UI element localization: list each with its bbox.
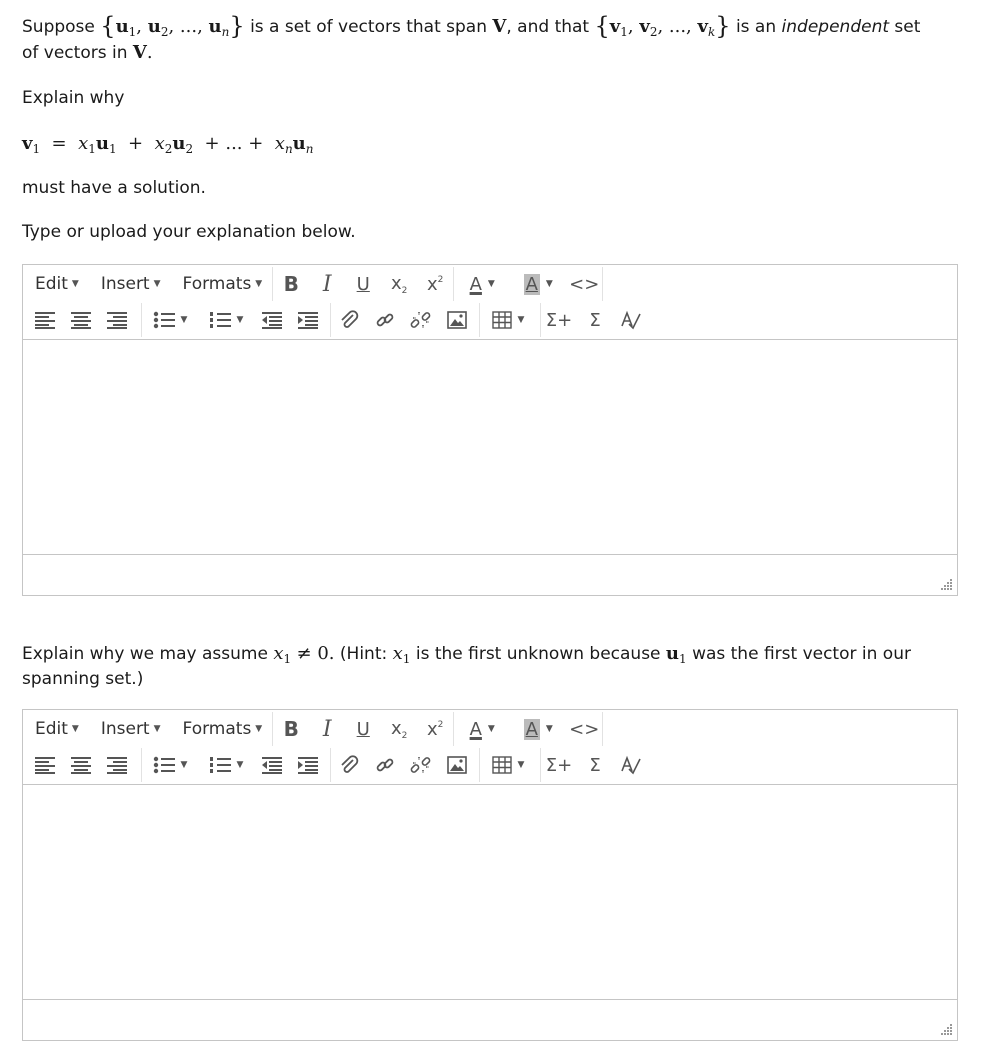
italic-icon: I xyxy=(322,716,332,742)
x1-var-2: $x_1$ xyxy=(392,643,411,666)
bold-icon: B xyxy=(283,272,299,296)
attach-button[interactable] xyxy=(331,303,367,337)
sigma-icon: Σ xyxy=(589,754,601,776)
subscript-icon: $x_2$ xyxy=(391,717,408,741)
align-center-icon xyxy=(71,756,91,774)
numbered-list-icon xyxy=(209,756,231,774)
numbered-list-icon xyxy=(209,311,231,329)
editor-content-area[interactable] xyxy=(23,785,957,1000)
background-color-icon: A xyxy=(525,718,538,740)
link-icon xyxy=(375,755,395,775)
unlink-icon xyxy=(410,310,432,330)
outdent-button[interactable] xyxy=(254,303,290,337)
space-v: V xyxy=(492,16,507,37)
resize-handle-icon[interactable] xyxy=(941,579,953,591)
spellcheck-icon xyxy=(620,310,642,330)
q1-and-that: , and that xyxy=(506,17,590,37)
spellcheck-button[interactable] xyxy=(613,748,649,782)
bold-icon: B xyxy=(283,717,299,741)
superscript-button[interactable] xyxy=(417,712,453,746)
superscript-icon: $x^2$ xyxy=(427,273,444,295)
table-button[interactable]: ▼ xyxy=(480,303,536,337)
image-icon xyxy=(447,756,467,774)
table-icon xyxy=(492,311,512,329)
table-button[interactable]: ▼ xyxy=(480,748,536,782)
q2-hint-end: was the first vector in our xyxy=(692,644,911,664)
subscript-icon: $x_2$ xyxy=(391,272,408,296)
space-v-2: V xyxy=(132,42,147,63)
align-left-button[interactable] xyxy=(27,748,63,782)
equation-editor-button[interactable] xyxy=(541,303,577,337)
insert-menu-label: Insert xyxy=(100,719,150,739)
background-color-button[interactable]: A ▼ xyxy=(525,718,553,740)
toolbar-row-2 xyxy=(23,303,649,337)
insert-menu[interactable]: Insert ▼ xyxy=(100,274,161,294)
q1-explain: Explain why xyxy=(22,88,125,108)
image-button[interactable] xyxy=(439,303,475,337)
separator xyxy=(602,712,603,746)
paperclip-icon xyxy=(339,755,359,775)
italic-icon: I xyxy=(322,271,332,297)
align-left-button[interactable] xyxy=(27,303,63,337)
underline-button[interactable] xyxy=(345,712,381,746)
spellcheck-icon xyxy=(620,755,642,775)
source-code-button[interactable] xyxy=(566,267,602,301)
italic-button[interactable] xyxy=(309,712,345,746)
insert-menu[interactable]: Insert ▼ xyxy=(100,719,161,739)
v-set: {$v_1$, $v_2$, ..., $v_k$} xyxy=(594,12,731,40)
italic-button[interactable] xyxy=(309,267,345,301)
separator xyxy=(602,267,603,301)
code-icon: <> xyxy=(569,273,600,295)
formats-menu[interactable]: Formats ▼ xyxy=(182,719,263,739)
sigma-button[interactable] xyxy=(577,303,613,337)
editor-toolbar xyxy=(23,265,957,340)
numbered-list-button[interactable]: ▼ xyxy=(198,748,254,782)
q1-must: must have a solution. xyxy=(22,178,206,198)
x1-var: $x_1$ xyxy=(273,643,292,666)
edit-menu-label: Edit xyxy=(35,274,68,294)
bullet-list-button[interactable]: ▼ xyxy=(142,303,198,337)
q1-set: set xyxy=(894,17,921,37)
align-center-button[interactable] xyxy=(63,748,99,782)
sigma-plus-icon: Σ+ xyxy=(545,309,573,331)
background-color-icon: A xyxy=(525,273,538,295)
q1-independent: independent xyxy=(781,17,890,37)
eq-dots: ... xyxy=(225,133,243,154)
answer-editor-1[interactable] xyxy=(22,264,958,596)
indent-button[interactable] xyxy=(290,303,326,337)
toolbar-row-1 xyxy=(23,712,603,746)
u-set: {$u_1$, $u_2$, ..., $u_n$} xyxy=(100,12,245,40)
q1-suppose: Suppose xyxy=(22,17,95,37)
editor-status-bar xyxy=(23,555,957,595)
bullet-list-icon xyxy=(153,756,175,774)
sigma-icon: Σ xyxy=(589,309,601,331)
q1-span-text: is a set of vectors that span xyxy=(250,17,487,37)
indent-icon xyxy=(298,311,318,329)
background-color-button[interactable]: A ▼ xyxy=(525,273,553,295)
sigma-button[interactable] xyxy=(577,748,613,782)
q2-hint-pre: (Hint: xyxy=(339,644,388,664)
edit-menu[interactable]: Edit ▼ xyxy=(35,274,79,294)
subscript-button[interactable] xyxy=(381,712,417,746)
outdent-icon xyxy=(262,311,282,329)
unlink-icon xyxy=(410,755,432,775)
link-button[interactable] xyxy=(367,303,403,337)
q2-line2: spanning set.) xyxy=(22,669,144,689)
underline-icon: U xyxy=(356,273,370,295)
q1-is-an: is an xyxy=(735,17,777,37)
edit-menu-label: Edit xyxy=(35,719,68,739)
font-color-icon: A xyxy=(469,273,482,295)
paperclip-icon xyxy=(339,310,359,330)
toolbar-row-1 xyxy=(23,267,603,301)
image-button[interactable] xyxy=(439,748,475,782)
bullet-list-icon xyxy=(153,311,175,329)
editor-toolbar xyxy=(23,710,957,785)
indent-icon xyxy=(298,756,318,774)
question2-text xyxy=(22,641,962,692)
table-icon xyxy=(492,756,512,774)
font-color-button[interactable]: A ▼ xyxy=(469,273,495,295)
answer-editor-2[interactable] xyxy=(22,709,958,1041)
sigma-plus-icon: Σ+ xyxy=(545,754,573,776)
edit-menu[interactable]: Edit ▼ xyxy=(35,719,79,739)
superscript-button[interactable] xyxy=(417,267,453,301)
attach-button[interactable] xyxy=(331,748,367,782)
unlink-button[interactable] xyxy=(403,303,439,337)
outdent-icon xyxy=(262,756,282,774)
source-code-button[interactable] xyxy=(566,712,602,746)
q1-period: . xyxy=(146,42,153,63)
align-right-icon xyxy=(107,756,127,774)
align-right-button[interactable] xyxy=(99,748,135,782)
q1-prompt: Type or upload your explanation below. xyxy=(22,222,356,242)
equation: $v_1 = x_1u_1 + x_2u_2$ + ... + $x_nu_n$ xyxy=(22,133,314,156)
eq-lhs: v xyxy=(22,133,33,154)
font-color-icon: A xyxy=(469,718,482,740)
font-color-button[interactable]: A ▼ xyxy=(469,718,495,740)
bold-button[interactable] xyxy=(273,712,309,746)
q2-pre: Explain why we may assume xyxy=(22,644,268,664)
link-icon xyxy=(375,310,395,330)
spellcheck-button[interactable] xyxy=(613,303,649,337)
indent-button[interactable] xyxy=(290,748,326,782)
editor-content-area[interactable] xyxy=(23,340,957,555)
question1-text xyxy=(22,14,962,66)
align-left-icon xyxy=(35,311,55,329)
underline-icon: U xyxy=(356,718,370,740)
align-center-icon xyxy=(71,311,91,329)
image-icon xyxy=(447,311,467,329)
formats-menu-label: Formats xyxy=(182,274,252,294)
align-right-icon xyxy=(107,311,127,329)
align-left-icon xyxy=(35,756,55,774)
align-center-button[interactable] xyxy=(63,303,99,337)
u1-vector: $u_1$ xyxy=(665,643,687,666)
q1-line2: of vectors in xyxy=(22,43,128,63)
superscript-icon: $x^2$ xyxy=(427,718,444,740)
formats-menu[interactable]: Formats ▼ xyxy=(182,274,263,294)
insert-menu-label: Insert xyxy=(100,274,150,294)
align-right-button[interactable] xyxy=(99,303,135,337)
q2-neq: ≠ 0. xyxy=(296,643,335,664)
formats-menu-label: Formats xyxy=(182,719,252,739)
bullet-list-button[interactable]: ▼ xyxy=(142,748,198,782)
unlink-button[interactable] xyxy=(403,748,439,782)
editor-status-bar xyxy=(23,1000,957,1040)
equation-editor-button[interactable] xyxy=(541,748,577,782)
underline-button[interactable] xyxy=(345,267,381,301)
toolbar-row-2 xyxy=(23,748,649,782)
bold-button[interactable] xyxy=(273,267,309,301)
outdent-button[interactable] xyxy=(254,748,290,782)
resize-handle-icon[interactable] xyxy=(941,1024,953,1036)
subscript-button[interactable] xyxy=(381,267,417,301)
link-button[interactable] xyxy=(367,748,403,782)
numbered-list-button[interactable]: ▼ xyxy=(198,303,254,337)
q2-hint-mid: is the first unknown because xyxy=(415,644,661,664)
code-icon: <> xyxy=(569,718,600,740)
